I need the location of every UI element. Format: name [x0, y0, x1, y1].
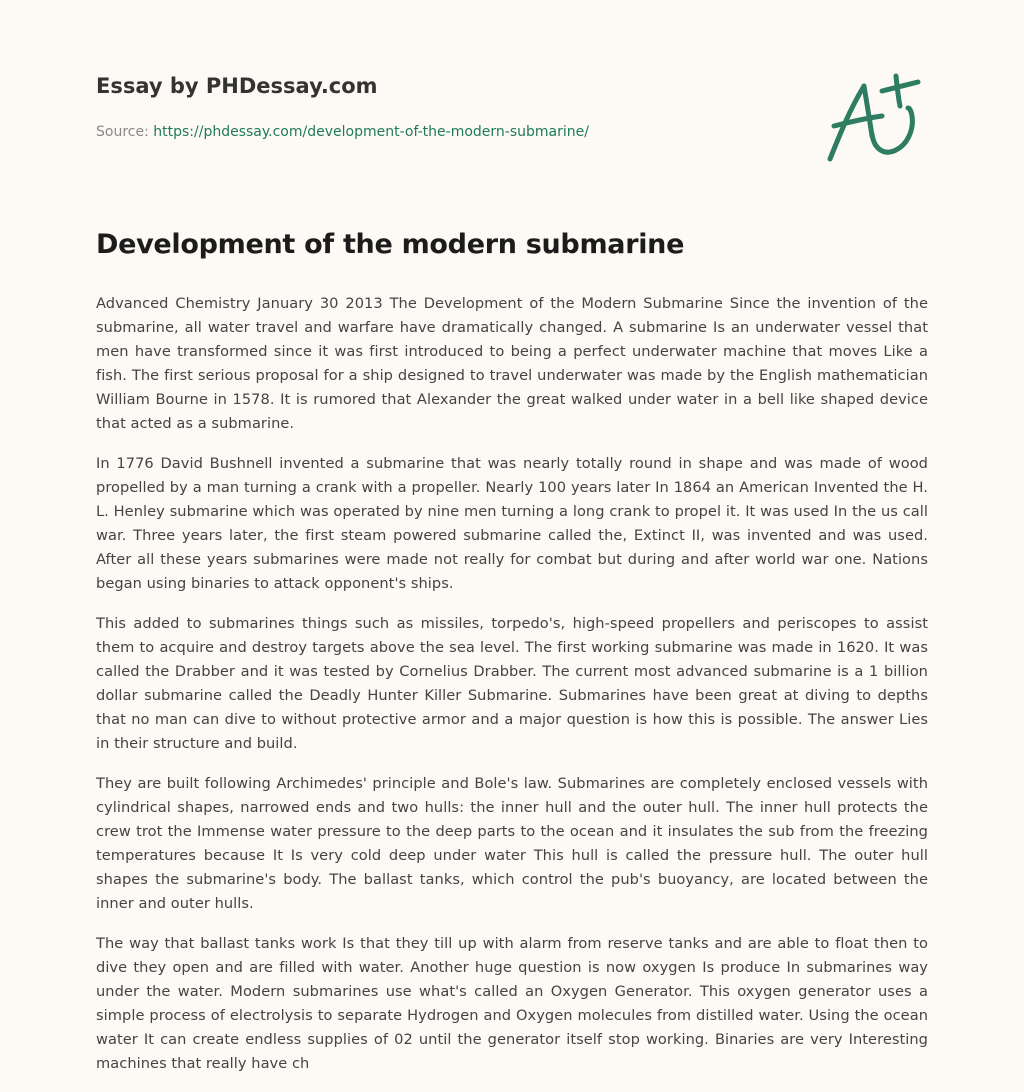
- site-title: Essay by PHDessay.com: [96, 74, 378, 98]
- page-header: [96, 74, 928, 140]
- essay-paragraph-5: The way that ballast tanks work Is that they till up with alarm from reserve tanks and are able to float then to dive they open and are filled with water. Another huge question is now oxygen Is produce In submarines way under the water. Modern submarines use what's called an Oxygen Generator. This oxygen generator uses a simple process of electrolysis to separate Hydrogen and Oxygen molecules from distilled water. Using the ocean water It can create endless supplies of 02 until the generator itself stop working. Binaries are very Interesting machines that really have ch: [96, 935, 928, 1072]
- essay-paragraph-3: This added to submarines things such as missiles, torpedo's, high-speed propellers and periscopes to assist them to acquire and destroy targets above the sea level. The first working submarine was made in 1620. It was called the Drabber and it was tested by Cornelius Drabber. The current most advanced submarine is a 1 billion dollar submarine called the Deadly Hunter Killer Submarine. Submarines have been great at diving to depths that no man can dive to without protective armor and a major question is how this is possible. The answer Lies in their structure and build.: [96, 615, 928, 752]
- essay-content: [96, 226, 928, 1092]
- source-link[interactable]: https://phdessay.com/development-of-the-modern-submarine/: [153, 124, 589, 140]
- essay-title: Development of the modern submarine: [96, 229, 685, 260]
- source-line: [96, 124, 589, 140]
- essay-paragraph-2: In 1776 David Bushnell invented a submarine that was nearly totally round in shape and was made of wood propelled by a man turning a crank with a propeller. Nearly 100 years later In 1864 an American Invented the H. L. Henley submarine which was operated by nine men turning a long crank to propel it. It was used In the us call war. Three years later, the first steam powered submarine called the, Extinct II, was invented and was used. After all these years submarines were made not really for combat but during and after world war one. Nations began using binaries to attack opponent's ships.: [96, 455, 928, 592]
- a-plus-grade-icon: [822, 64, 932, 168]
- source-label: Source:: [96, 124, 149, 140]
- essay-paragraph-1: Advanced Chemistry January 30 2013 The Development of the Modern Submarine Since the invention of the submarine, all water travel and warfare have dramatically changed. A submarine Is an underwater vessel that men have transformed since it was first introduced to being a perfect underwater machine that moves Like a fish. The first serious proposal for a ship designed to travel underwater was made by the English mathematician William Bourne in 1578. It is rumored that Alexander the great walked under water in a bell like shaped device that acted as a submarine.: [96, 295, 928, 432]
- essay-paragraph-4: They are built following Archimedes' principle and Bole's law. Submarines are completely enclosed vessels with cylindrical shapes, narrowed ends and two hulls: the inner hull and the outer hull. The inner hull protects the crew trot the Immense water pressure to the deep parts to the ocean and it insulates the sub from the freezing temperatures because It Is very cold deep under water This hull is called the pressure hull. The outer hull shapes the submarine's body. The ballast tanks, which control the pub's buoyancy, are located between the inner and outer hulls.: [96, 775, 928, 912]
